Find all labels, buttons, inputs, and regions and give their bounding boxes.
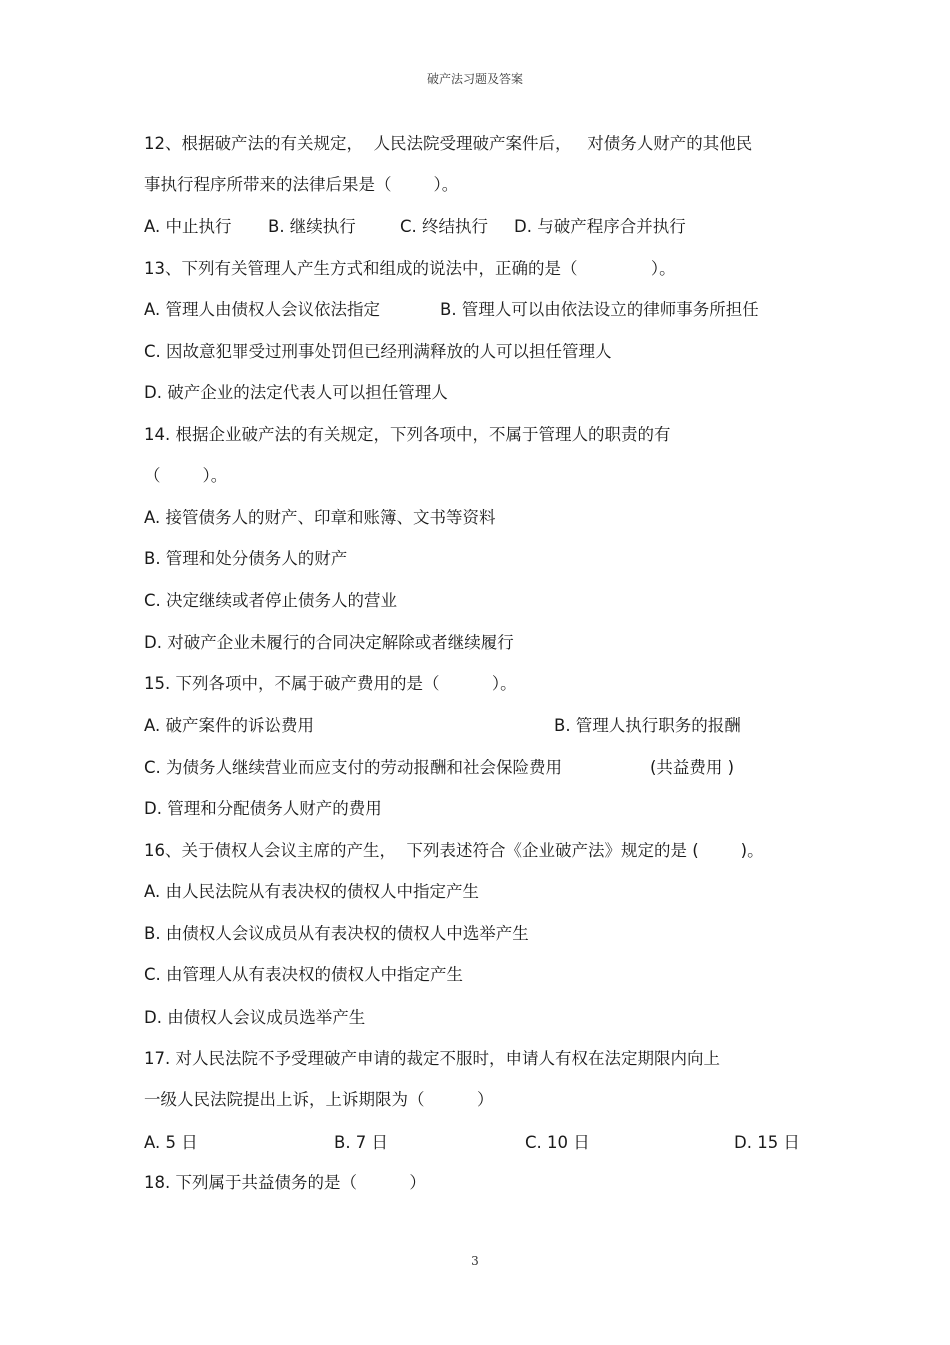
q12-option-c: C. 终结执行 [400, 217, 489, 236]
q14-option-b: B. 管理和处分债务人的财产 [144, 549, 348, 568]
q15-option-d: D. 管理和分配债务人财产的费用 [144, 799, 382, 818]
q12-option-a: A. 中止执行 [144, 217, 232, 236]
page-header: 破产法习题及答案 [426, 72, 523, 86]
page-number: 3 [471, 1254, 479, 1268]
q12-stem-line1: 12、根据破产法的有关规定， 人民法院受理破产案件后， 对债务人财产的其他民 [144, 134, 753, 153]
q17-option-b: B. 7 日 [334, 1133, 389, 1152]
q16-stem-line1: 16、关于债权人会议主席的产生， 下列表述符合《企业破产法》规定的是 ( )。 [144, 841, 764, 860]
q13-option-d: D. 破产企业的法定代表人可以担任管理人 [144, 383, 448, 402]
q14-stem-line1: 14. 根据企业破产法的有关规定，下列各项中，不属于管理人的职责的有 [144, 425, 671, 444]
q12-option-d: D. 与破产程序合并执行 [514, 217, 686, 236]
q17-stem-line1: 17. 对人民法院不予受理破产申请的裁定不服时，申请人有权在法定期限内向上 [144, 1049, 720, 1068]
q12-option-b: B. 继续执行 [268, 217, 356, 236]
q17-option-a: A. 5 日 [144, 1133, 198, 1152]
q16-option-c: C. 由管理人从有表决权的债权人中指定产生 [144, 965, 464, 984]
q15-stem-line1: 15. 下列各项中，不属于破产费用的是（ ）。 [144, 674, 517, 693]
q14-option-d: D. 对破产企业未履行的合同决定解除或者继续履行 [144, 633, 514, 652]
q14-option-c: C. 决定继续或者停止债务人的营业 [144, 591, 398, 610]
q13-option-c: C. 因故意犯罪受过刑事处罚但已经刑满释放的人可以担任管理人 [144, 342, 612, 361]
q14-option-a: A. 接管债务人的财产、印章和账簿、文书等资料 [144, 508, 496, 527]
q16-option-a: A. 由人民法院从有表决权的债权人中指定产生 [144, 882, 479, 901]
q17-stem-line2: 一级人民法院提出上诉，上诉期限为（ ） [144, 1090, 494, 1109]
q18-stem-line1: 18. 下列属于共益债务的是（ ） [144, 1173, 426, 1192]
q17-option-c: C. 10 日 [525, 1133, 590, 1152]
q15-option-c-note: (共益费用 ) [650, 758, 735, 777]
q13-option-a: A. 管理人由债权人会议依法指定 [144, 300, 380, 319]
q16-option-b: B. 由债权人会议成员从有表决权的债权人中选举产生 [144, 924, 529, 943]
q13-stem-line1: 13、下列有关管理人产生方式和组成的说法中，正确的是（ ）。 [144, 259, 676, 278]
q16-option-d: D. 由债权人会议成员选举产生 [144, 1008, 366, 1027]
q15-option-c: C. 为债务人继续营业而应支付的劳动报酬和社会保险费用 [144, 758, 563, 777]
q15-option-b: B. 管理人执行职务的报酬 [554, 716, 741, 735]
q14-stem-line2: （ ）。 [144, 466, 228, 485]
q17-option-d: D. 15 日 [734, 1133, 800, 1152]
q15-option-a: A. 破产案件的诉讼费用 [144, 716, 314, 735]
q12-stem-line2: 事执行程序所带来的法律后果是（ ）。 [144, 175, 459, 194]
q13-option-b: B. 管理人可以由依法设立的律师事务所担任 [440, 300, 759, 319]
